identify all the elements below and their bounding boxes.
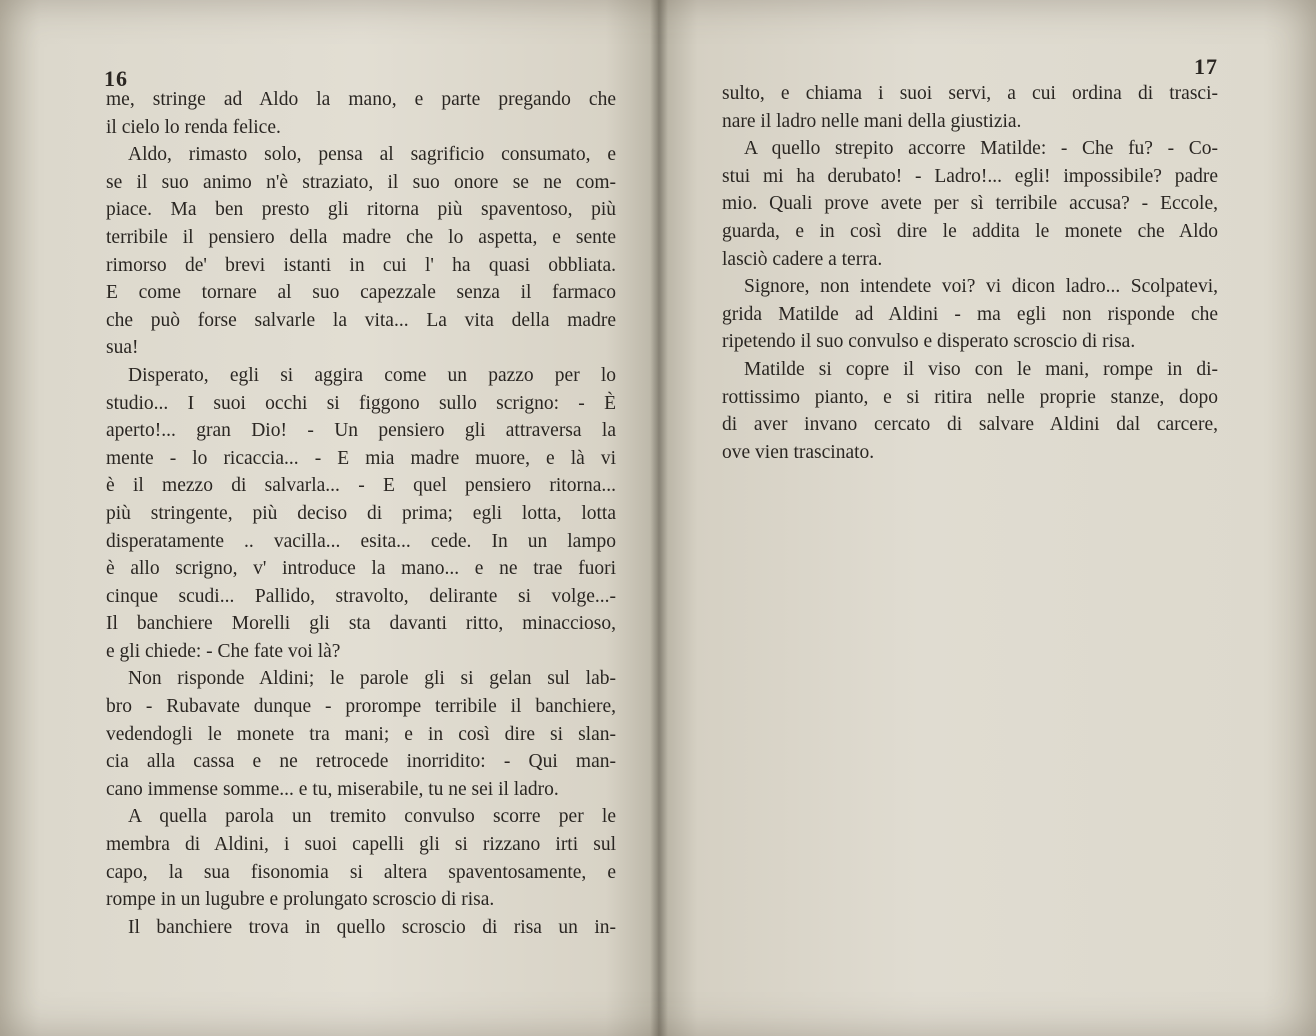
text-line: è allo scrigno, v' introduce la mano... e ne trae fuori xyxy=(106,558,616,580)
text-line: me, stringe ad Aldo la mano, e parte pregando che xyxy=(106,89,616,110)
text-line: di aver invano cercato di salvare Aldini dal carcere, xyxy=(722,414,1218,436)
text-line: che può forse salvarle la vita... La vita della madre xyxy=(106,309,616,331)
text-line: aperto!... gran Dio! - Un pensiero gli attraversa la xyxy=(106,420,616,442)
text-line: membra di Aldini, i suoi capelli gli si rizzano irti sul xyxy=(106,834,616,856)
page-number-left: 16 xyxy=(104,66,128,91)
text-line: rimorso de' brevi istanti in cui l' ha quasi obbliata. xyxy=(106,254,616,276)
text-line: più stringente, più deciso di prima; egli lotta, lotta xyxy=(106,502,616,524)
text-line: vedendogli le monete tra mani; e in così dire si slan- xyxy=(106,723,616,745)
text-line: studio... I suoi occhi si figgono sullo scrigno: - È xyxy=(106,392,616,414)
text-line: Signore, non intendete voi? vi dicon ladro... Scolpatevi, xyxy=(744,276,1218,298)
text-line: cia alla cassa e ne retrocede inorridito: - Qui man- xyxy=(106,751,616,773)
text-line: A quello strepito accorre Matilde: - Che fu? - Co- xyxy=(744,138,1218,160)
text-line: bro - Rubavate dunque - prorompe terribile il banchiere, xyxy=(106,696,616,718)
text-line: rompe in un lugubre e prolungato scroscio di risa. xyxy=(106,889,495,911)
text-line: Matilde si copre il viso con le mani, rompe in di- xyxy=(744,358,1218,380)
text-line: guarda, e in così dire le addita le monete che Aldo xyxy=(722,220,1218,242)
right-page-text xyxy=(722,80,1218,466)
text-line: ove vien trascinato. xyxy=(722,441,875,463)
text-line: Disperato, egli si aggira come un pazzo per lo xyxy=(128,364,616,386)
text-line: disperatamente .. vacilla... esita... cede. In un lampo xyxy=(106,530,616,552)
text-line: sua! xyxy=(106,337,139,359)
text-line: lasciò cadere a terra. xyxy=(722,248,883,270)
text-line: sulto, e chiama i suoi servi, a cui ordina di trasci- xyxy=(722,83,1218,104)
text-line: se il suo animo n'è straziato, il suo onore se ne com- xyxy=(106,171,616,193)
text-line: Aldo, rimasto solo, pensa al sagrificio consumato, e xyxy=(128,144,616,166)
book-gutter xyxy=(650,0,668,1036)
page-number-right: 17 xyxy=(1194,54,1218,79)
text-line: grida Matilde ad Aldini - ma egli non risponde che xyxy=(722,303,1218,325)
text-line: Il banchiere Morelli gli sta davanti ritto, minaccioso, xyxy=(106,613,616,635)
text-line: il cielo lo renda felice. xyxy=(106,116,281,138)
text-line: capo, la sua fisonomia si altera spaventosamente, e xyxy=(106,861,616,883)
text-line: piace. Ma ben presto gli ritorna più spaventoso, più xyxy=(106,199,616,221)
text-line: e gli chiede: - Che fate voi là? xyxy=(106,640,341,662)
text-line: mio. Quali prove avete per sì terribile accusa? - Eccole, xyxy=(722,193,1218,215)
text-line: cano immense somme... e tu, miserabile, tu ne sei il ladro. xyxy=(106,778,559,800)
text-line: è il mezzo di salvarla... - E quel pensiero ritorna... xyxy=(106,475,616,497)
text-line: E come tornare al suo capezzale senza il farmaco xyxy=(106,282,616,304)
text-line: terribile il pensiero della madre che lo aspetta, e sente xyxy=(106,226,616,248)
text-line: A quella parola un tremito convulso scorre per le xyxy=(128,806,616,828)
text-line: stui mi ha derubato! - Ladro!... egli! impossibile? padre xyxy=(722,165,1218,187)
text-line: Il banchiere trova in quello scroscio di risa un in- xyxy=(128,916,616,938)
text-line: mente - lo ricaccia... - E mia madre muore, e là vi xyxy=(106,447,616,469)
text-line: cinque scudi... Pallido, stravolto, delirante si volge...- xyxy=(106,585,616,607)
text-line: Non risponde Aldini; le parole gli si gelan sul lab- xyxy=(128,668,616,690)
text-line: nare il ladro nelle mani della giustizia. xyxy=(722,110,1022,132)
text-line: ripetendo il suo convulso e disperato scroscio di risa. xyxy=(722,331,1136,353)
left-page-text xyxy=(106,86,616,941)
right-page xyxy=(658,0,1316,1036)
text-line: rottissimo pianto, e si ritira nelle proprie stanze, dopo xyxy=(722,386,1218,408)
